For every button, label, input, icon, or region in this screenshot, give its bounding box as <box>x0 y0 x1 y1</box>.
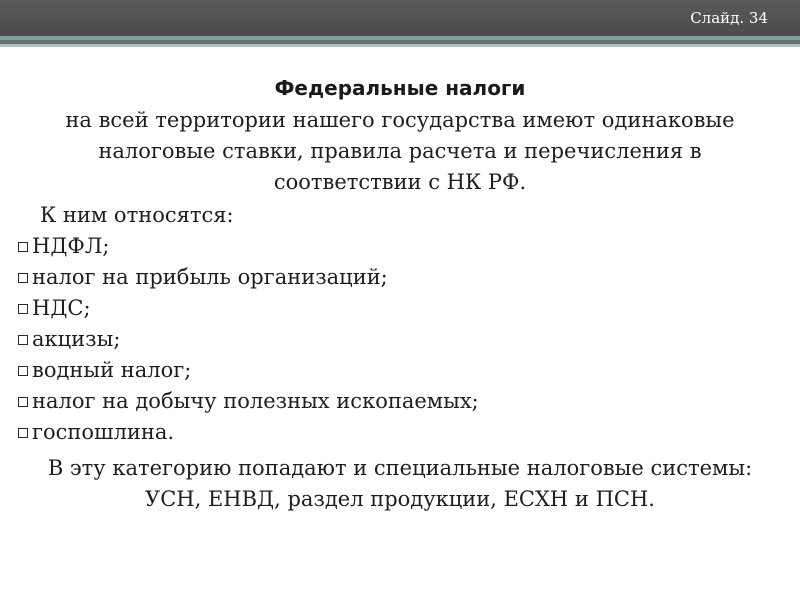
slide-number: Слайд. 34 <box>690 9 768 27</box>
header-stripes <box>0 36 800 47</box>
checkbox-bullet-icon <box>18 273 28 283</box>
checkbox-bullet-icon <box>18 397 28 407</box>
list-item-label: НДС; <box>32 296 91 320</box>
list-item <box>18 231 479 262</box>
checkbox-bullet-icon <box>18 335 28 345</box>
list-item-label: водный налог; <box>32 358 192 382</box>
checkbox-bullet-icon <box>18 304 28 314</box>
slide-title: Федеральные налоги <box>274 76 526 100</box>
tax-list <box>18 231 479 448</box>
list-item-label: налог на добычу полезных ископаемых; <box>32 389 479 413</box>
list-item <box>18 386 479 417</box>
list-item-label: НДФЛ; <box>32 234 110 258</box>
checkbox-bullet-icon <box>18 242 28 252</box>
header-bar <box>0 0 800 36</box>
list-item-label: акцизы; <box>32 327 121 351</box>
list-item-label: госпошлина. <box>32 420 175 444</box>
stripe-light <box>0 44 800 47</box>
list-item <box>18 417 479 448</box>
list-item <box>18 324 479 355</box>
checkbox-bullet-icon <box>18 428 28 438</box>
list-item <box>18 355 479 386</box>
list-item-label: налог на прибыль организаций; <box>32 265 388 289</box>
list-item <box>18 262 479 293</box>
checkbox-bullet-icon <box>18 366 28 376</box>
footer-text: В эту категорию попадают и специальные налоговые системы: УСН, ЕНВД, раздел продукции, ЕСХН и ПСН. <box>47 456 753 511</box>
intro-text: на всей территории нашего государства имеют одинаковые налоговые ставки, правила расчета и перечисления в соответствии с НК РФ. <box>65 108 735 194</box>
lead-text: К ним относятся: <box>40 203 234 227</box>
list-item <box>18 293 479 324</box>
